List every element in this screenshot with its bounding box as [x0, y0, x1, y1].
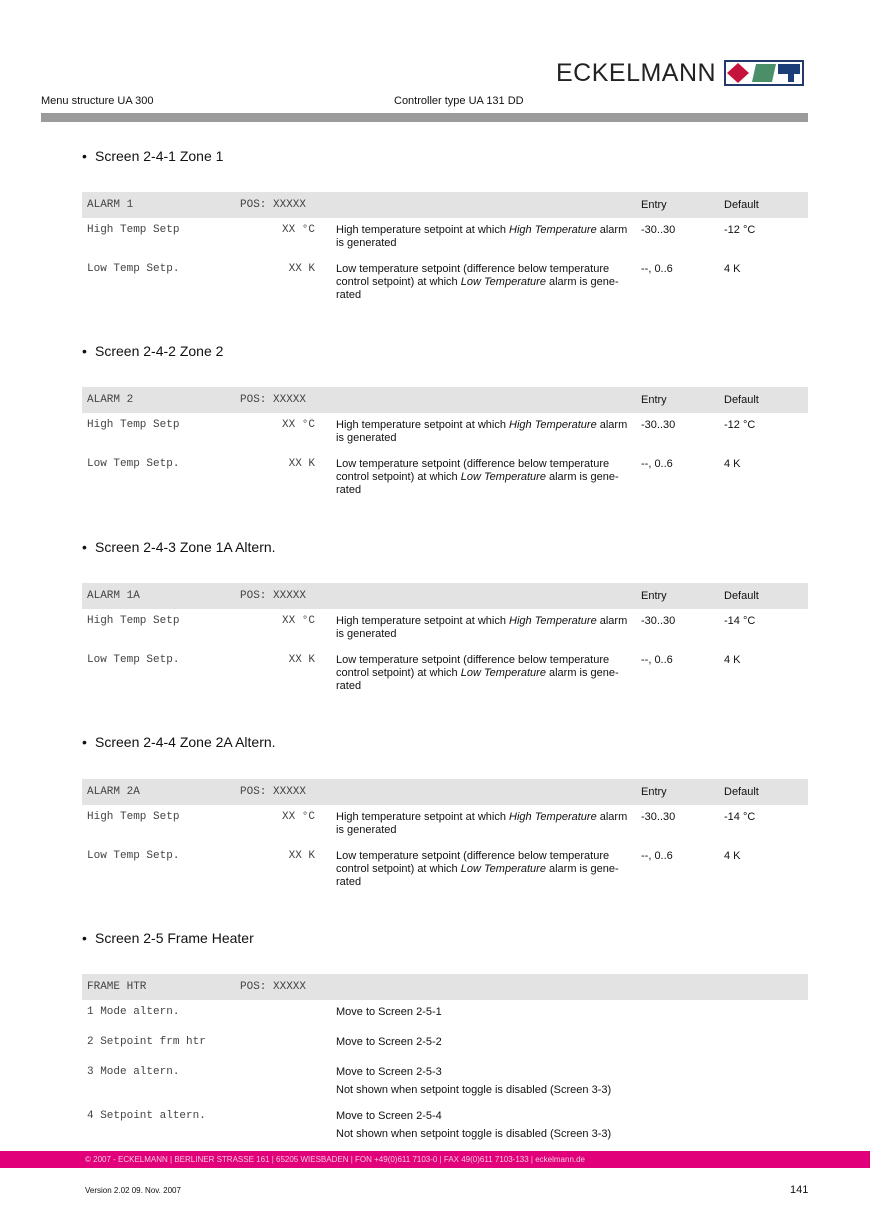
table-header-row	[82, 974, 808, 1000]
param-default: 4 K	[724, 850, 741, 862]
parameter-table	[82, 192, 808, 307]
param-description: Low temperature setpoint (difference below temperature control setpoint) at which Low Temperature alarm is gene-rated	[336, 654, 619, 692]
parameter-table	[82, 387, 808, 502]
brand-logo	[556, 58, 804, 88]
param-default: 4 K	[724, 458, 741, 470]
menu-item: 4 Setpoint altern.	[87, 1110, 206, 1122]
screen-pos: POS: XXXXX	[240, 583, 331, 609]
brand-mark-icon	[724, 60, 804, 86]
screen-name: ALARM 1	[82, 192, 240, 218]
table-row	[82, 648, 808, 698]
param-entry: -30..30	[641, 419, 676, 431]
param-default: -14 °C	[724, 615, 756, 627]
menu-row	[82, 1030, 808, 1060]
param-name: High Temp Setp	[87, 419, 180, 431]
param-name: High Temp Setp	[87, 811, 180, 823]
menu-item: 2 Setpoint frm htr	[87, 1036, 206, 1048]
menu-note: Not shown when setpoint toggle is disabled (Screen 3-3)	[336, 1084, 612, 1096]
param-description: Low temperature setpoint (difference below temperature control setpoint) at which Low Temperature alarm is gene-rated	[336, 850, 619, 888]
section-title: • Screen 2-4-3 Zone 1A Altern.	[82, 539, 276, 555]
section-title: • Screen 2-4-4 Zone 2A Altern.	[82, 734, 276, 750]
screen-pos: POS: XXXXX	[240, 192, 331, 218]
table-header-row	[82, 192, 808, 218]
table-header-row	[82, 583, 808, 609]
section-title: • Screen 2-4-1 Zone 1	[82, 148, 224, 164]
param-name: Low Temp Setp.	[87, 850, 180, 862]
table-row	[82, 218, 808, 257]
param-entry: -30..30	[641, 811, 676, 823]
table-row	[82, 413, 808, 452]
param-name: High Temp Setp	[87, 615, 180, 627]
param-default: -14 °C	[724, 811, 756, 823]
param-description: High temperature setpoint at which High Temperature alarm is generated	[336, 811, 628, 836]
screen-name: ALARM 2A	[82, 779, 240, 805]
entry-header: Entry	[641, 387, 724, 413]
parameter-table	[82, 583, 808, 698]
param-name: Low Temp Setp.	[87, 458, 180, 470]
entry-header: Entry	[641, 192, 724, 218]
page-number: 141	[790, 1184, 809, 1196]
param-description: High temperature setpoint at which High Temperature alarm is generated	[336, 419, 628, 444]
param-entry: -30..30	[641, 224, 676, 236]
param-entry: --, 0..6	[641, 654, 673, 666]
param-description: High temperature setpoint at which High Temperature alarm is generated	[336, 224, 628, 249]
table-header-row	[82, 387, 808, 413]
param-entry: -30..30	[641, 615, 676, 627]
menu-description: Move to Screen 2-5-2	[336, 1036, 442, 1048]
param-value: XX K	[288, 654, 315, 666]
header-doc-title: Menu structure UA 300	[41, 95, 154, 107]
param-entry: --, 0..6	[641, 458, 673, 470]
table-row	[82, 452, 808, 502]
screen-name: FRAME HTR	[82, 974, 240, 1000]
screen-pos: POS: XXXXX	[240, 387, 331, 413]
menu-note: Not shown when setpoint toggle is disabled (Screen 3-3)	[336, 1128, 612, 1140]
param-default: 4 K	[724, 654, 741, 666]
menu-row	[82, 1060, 808, 1104]
default-header: Default	[724, 779, 808, 805]
menu-description: Move to Screen 2-5-4 Not shown when setpoint toggle is disabled (Screen 3-3)	[331, 1104, 808, 1148]
section-title: • Screen 2-4-2 Zone 2	[82, 343, 224, 359]
default-header: Default	[724, 583, 808, 609]
screen-name: ALARM 2	[82, 387, 240, 413]
menu-row	[82, 1104, 808, 1148]
param-default: -12 °C	[724, 224, 756, 236]
param-entry: --, 0..6	[641, 263, 673, 275]
menu-table	[82, 974, 808, 1148]
entry-header: Entry	[641, 583, 724, 609]
param-name: Low Temp Setp.	[87, 654, 180, 666]
param-name: Low Temp Setp.	[87, 263, 180, 275]
entry-header: Entry	[641, 779, 724, 805]
menu-description: Move to Screen 2-5-3 Not shown when setpoint toggle is disabled (Screen 3-3)	[331, 1060, 808, 1104]
param-name: High Temp Setp	[87, 224, 180, 236]
param-value: XX K	[288, 850, 315, 862]
param-value: XX °C	[281, 811, 315, 823]
param-default: 4 K	[724, 263, 741, 275]
brand-name: ECKELMANN	[556, 58, 717, 87]
menu-item: 1 Mode altern.	[87, 1006, 180, 1018]
table-row	[82, 844, 808, 894]
param-description: Low temperature setpoint (difference below temperature control setpoint) at which Low Temperature alarm is gene-rated	[336, 263, 619, 301]
footer-version: Version 2.02 09. Nov. 2007	[85, 1186, 181, 1195]
header-controller-type: Controller type UA 131 DD	[394, 95, 524, 107]
footer-copyright: © 2007 - ECKELMANN | BERLINER STRASSE 161 | 65205 WIESBADEN | FON +49(0)611 7103-0 | FAX 49(0)611 7103-133 | eckelmann.de	[85, 1155, 586, 1164]
param-default: -12 °C	[724, 419, 756, 431]
table-row	[82, 609, 808, 648]
table-row	[82, 257, 808, 307]
section-title: • Screen 2-5 Frame Heater	[82, 930, 254, 946]
param-description: Low temperature setpoint (difference below temperature control setpoint) at which Low Temperature alarm is gene-rated	[336, 458, 619, 496]
param-value: XX °C	[281, 224, 315, 236]
menu-item: 3 Mode altern.	[87, 1066, 180, 1078]
param-entry: --, 0..6	[641, 850, 673, 862]
menu-row	[82, 1000, 808, 1030]
screen-name: ALARM 1A	[82, 583, 240, 609]
screen-pos: POS: XXXXX	[240, 974, 331, 1000]
menu-description: Move to Screen 2-5-1	[336, 1006, 442, 1018]
default-header: Default	[724, 192, 808, 218]
table-row	[82, 805, 808, 844]
param-description: High temperature setpoint at which High Temperature alarm is generated	[336, 615, 628, 640]
param-value: XX °C	[281, 615, 315, 627]
table-header-row	[82, 779, 808, 805]
param-value: XX °C	[281, 419, 315, 431]
param-value: XX K	[288, 263, 315, 275]
header-divider	[41, 113, 808, 122]
default-header: Default	[724, 387, 808, 413]
screen-pos: POS: XXXXX	[240, 779, 331, 805]
param-value: XX K	[288, 458, 315, 470]
parameter-table	[82, 779, 808, 894]
